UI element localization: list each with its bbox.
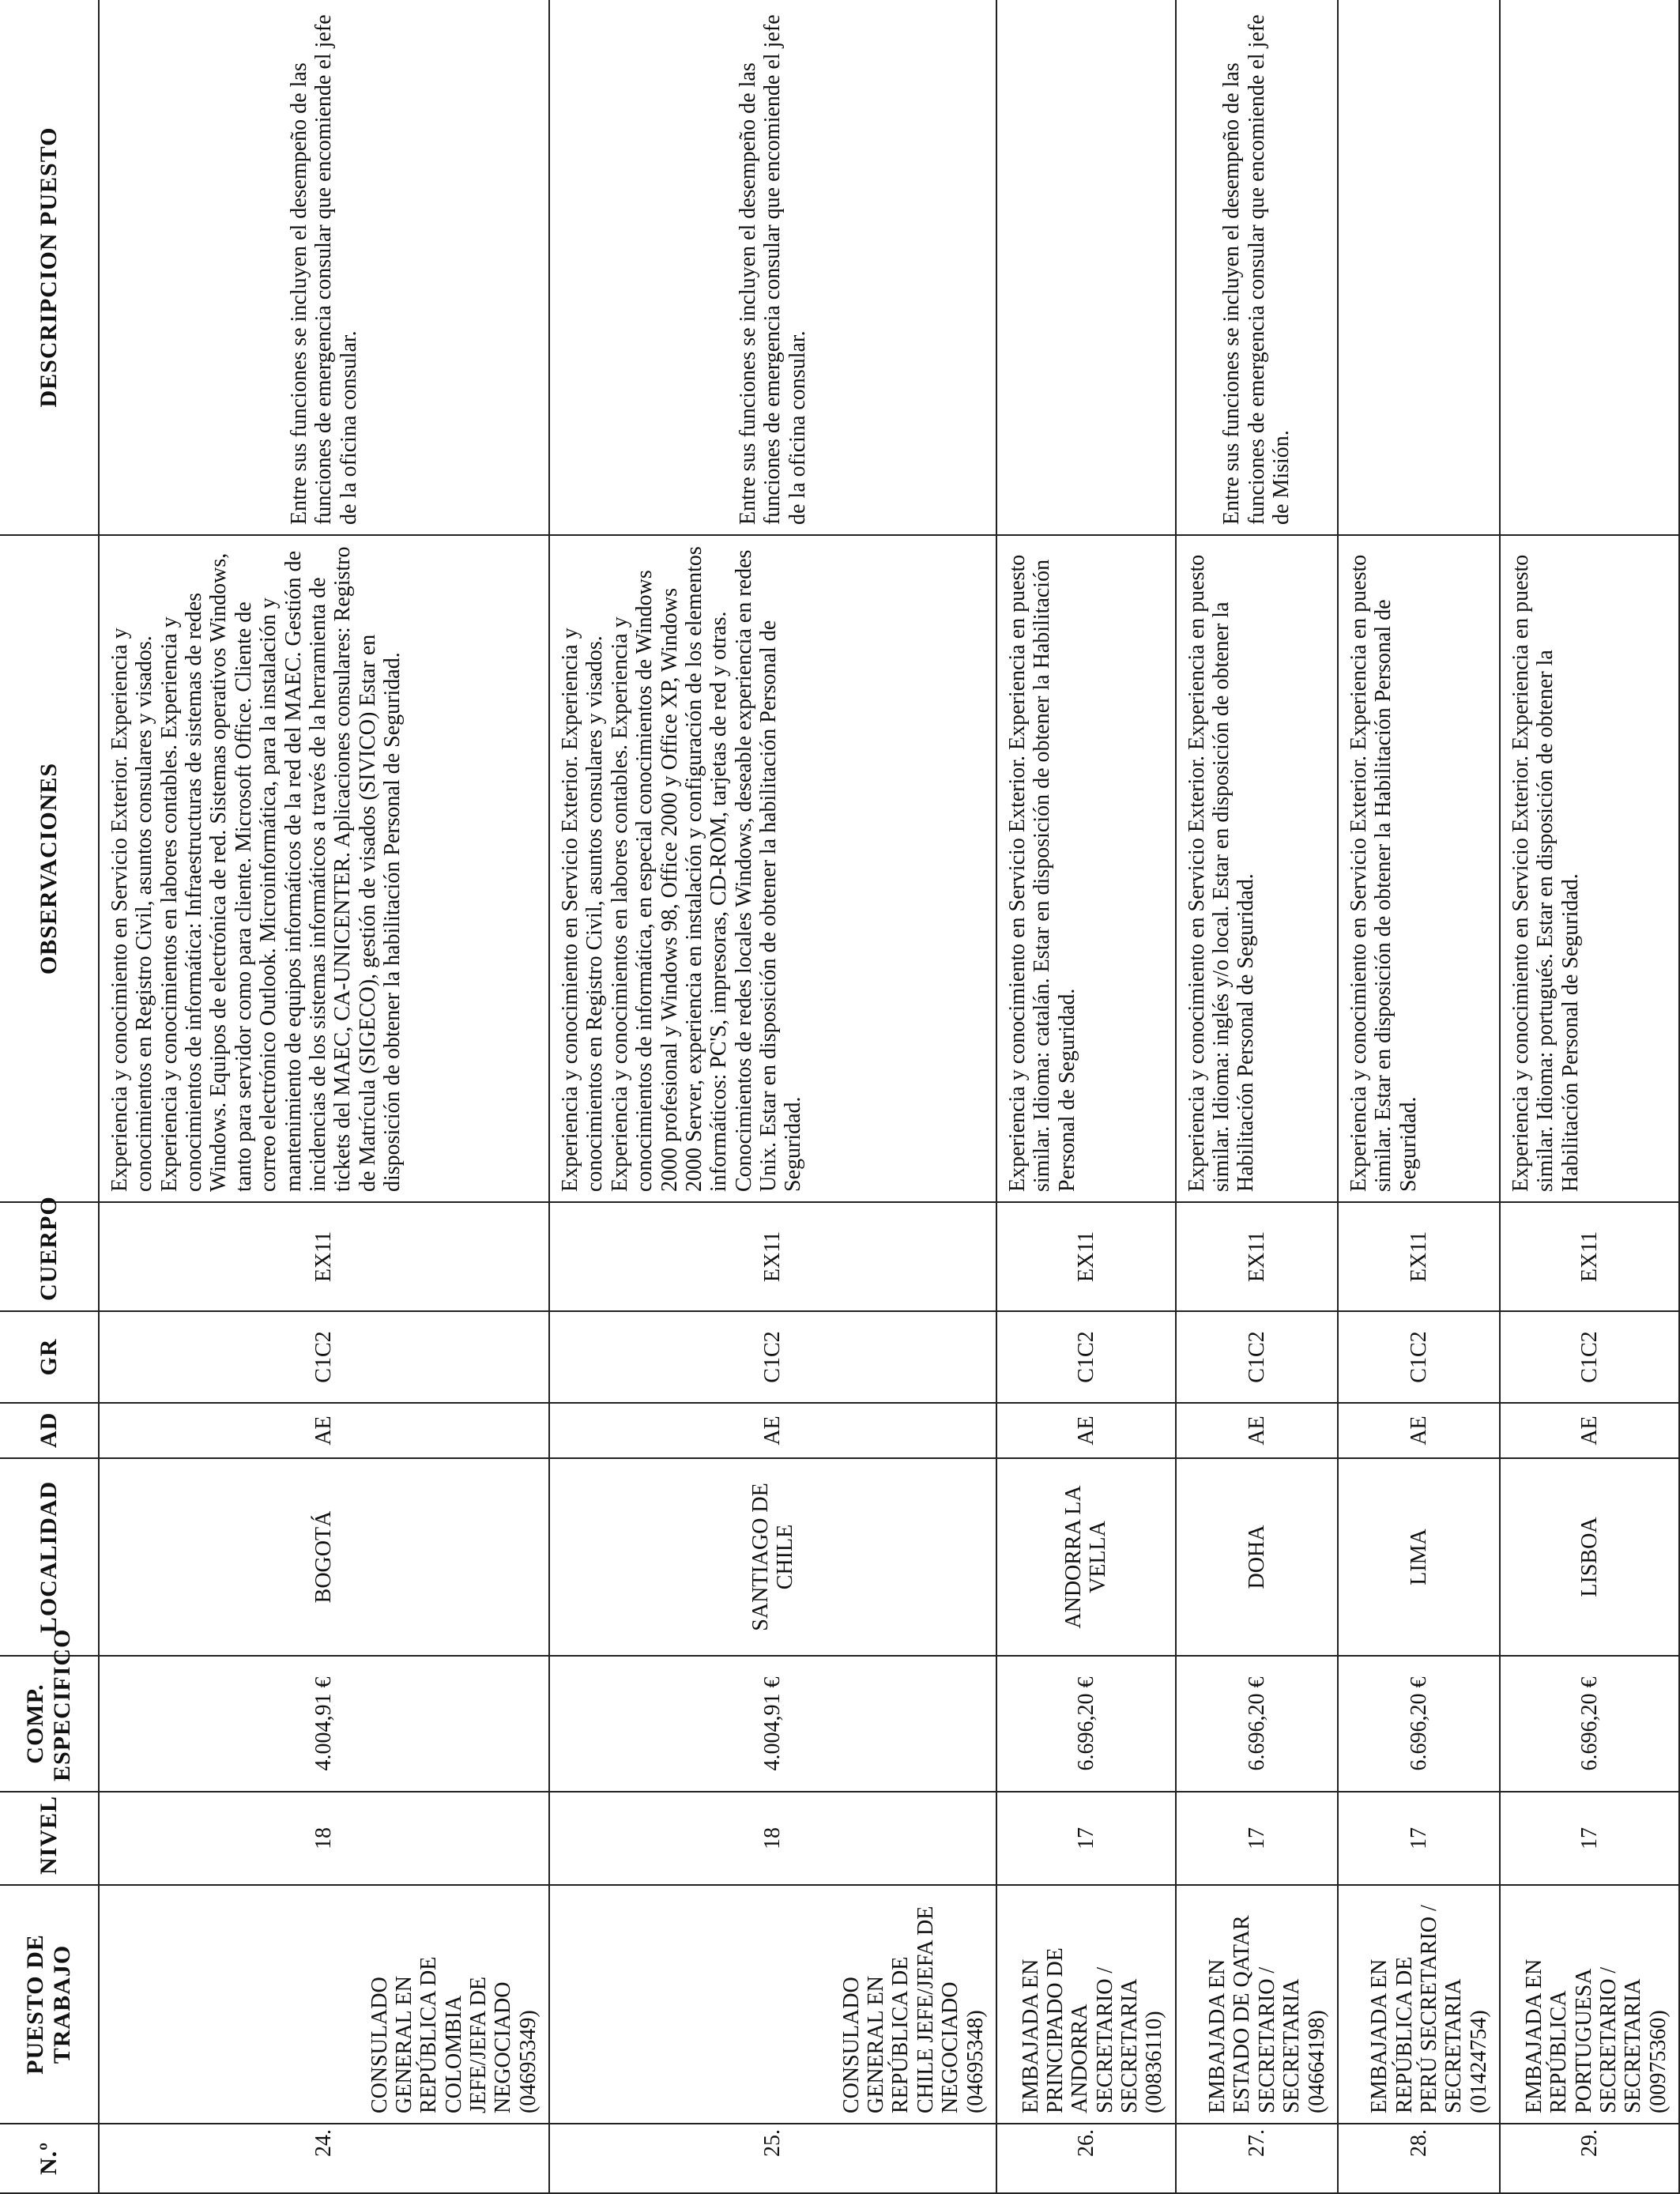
row-gr: C1C2 xyxy=(1500,1311,1679,1403)
row-cuerpo: EX11 xyxy=(549,1202,996,1311)
row-comp-especifico: 4.004,91 € xyxy=(99,1656,549,1792)
row-puesto: CONSULADO GENERAL EN REPÚBLICA DE CHILE JEFE/JEFA DE NEGOCIADO (04695348) xyxy=(549,1885,996,2124)
row-gr: C1C2 xyxy=(99,1311,549,1403)
row-ad: AE xyxy=(996,1403,1176,1458)
row-localidad: ANDORRA LA VELLA xyxy=(996,1458,1176,1656)
header-observaciones: OBSERVACIONES xyxy=(0,535,99,1202)
row-observaciones: Experiencia y conocimiento en Servicio Exterior. Experiencia en puesto similar. Idioma: inglés y/o local. Estar en disposición de obtener la Habilitación Personal de Seguridad. xyxy=(1176,535,1338,1202)
header-comp-especifico: COMP. ESPECIFICO xyxy=(0,1656,99,1792)
row-observaciones: Experiencia y conocimiento en Servicio Exterior. Experiencia en puesto similar. Idioma: portugués. Estar en disposición de obtener la Habilitación Personal de Seguridad. xyxy=(1500,535,1679,1202)
header-row xyxy=(0,0,99,2193)
row-gr: C1C2 xyxy=(1176,1311,1338,1403)
row-gr: C1C2 xyxy=(549,1311,996,1403)
table-body xyxy=(99,0,1679,2193)
row-puesto: EMBAJADA EN ESTADO DE QATAR SECRETARIO / SECRETARIA (04664198) xyxy=(1176,1885,1338,2124)
row-ad: AE xyxy=(549,1403,996,1458)
row-nivel: 18 xyxy=(549,1792,996,1885)
row-number: 25. xyxy=(549,2124,996,2193)
row-localidad: DOHA xyxy=(1176,1458,1338,1656)
row-descripcion: Entre sus funciones se incluyen el desempeño de las funciones de emergencia consular que encomiende el jefe de la oficina consular. xyxy=(99,0,549,535)
row-observaciones: Experiencia y conocimiento en Servicio Exterior. Experiencia en puesto similar. Estar en disposición de obtener la Habilitación Personal de Seguridad. xyxy=(1338,535,1500,1202)
row-ad: AE xyxy=(99,1403,549,1458)
row-descripcion xyxy=(1500,0,1679,535)
row-descripcion: Entre sus funciones se incluyen el desempeño de las funciones de emergencia consular que encomiende el jefe de la oficina consular. xyxy=(549,0,996,535)
row-descripcion: Entre sus funciones se incluyen el desempeño de las funciones de emergencia consular que encomiende el jefe de Misión. xyxy=(1176,0,1338,535)
row-puesto: EMBAJADA EN REPÚBLICA PORTUGUESA SECRETARIO / SECRETARIA (00975360) xyxy=(1500,1885,1679,2124)
row-comp-especifico: 6.696,20 € xyxy=(1176,1656,1338,1792)
row-localidad: LISBOA xyxy=(1500,1458,1679,1656)
table-row xyxy=(549,0,996,2193)
header-cuerpo: CUERPO xyxy=(0,1202,99,1311)
row-cuerpo: EX11 xyxy=(1338,1202,1500,1311)
row-localidad: BOGOTÁ xyxy=(99,1458,549,1656)
row-puesto: CONSULADO GENERAL EN REPÚBLICA DE COLOMBIA JEFE/JEFA DE NEGOCIADO (04695349) xyxy=(99,1885,549,2124)
row-nivel: 17 xyxy=(1338,1792,1500,1885)
header-n: N.º xyxy=(0,2124,99,2193)
table-row xyxy=(1338,0,1500,2193)
row-number: 24. xyxy=(99,2124,549,2193)
header-gr: GR xyxy=(0,1311,99,1403)
row-comp-especifico: 6.696,20 € xyxy=(1500,1656,1679,1792)
header-descripcion: DESCRIPCION PUESTO xyxy=(0,0,99,535)
row-comp-especifico: 4.004,91 € xyxy=(549,1656,996,1792)
row-descripcion xyxy=(1338,0,1500,535)
row-localidad: LIMA xyxy=(1338,1458,1500,1656)
row-number: 27. xyxy=(1176,2124,1338,2193)
row-cuerpo: EX11 xyxy=(99,1202,549,1311)
row-observaciones: Experiencia y conocimiento en Servicio Exterior. Experiencia y conocimientos en Registro Civil, asuntos consulares y visados. Experiencia y conocimientos en labores contables. Experiencia y conocimientos de informática: Infraestructuras de sistemas de redes Windows. Equipos de electrónica de red. Sistemas operativos Windows, tanto para servidor como para cliente. Microsoft Office. Cliente de correo electrónico Outlook. Microinformática, para la instalación y mantenimiento de equipos informáticos de la red del MAEC. Gestión de incidencias de los sistemas informáticos a través de la herramienta de tickets del MAEC, CA-UNICENTER. Aplicaciones consulares: Registro de Matrícula (SIGECO), gestión de visados (SIVICO) Estar en disposición de obtener la habilitación Personal de Seguridad. xyxy=(99,535,549,1202)
row-number: 29. xyxy=(1500,2124,1679,2193)
row-nivel: 17 xyxy=(1500,1792,1679,1885)
row-number: 26. xyxy=(996,2124,1176,2193)
row-localidad: SANTIAGO DE CHILE xyxy=(549,1458,996,1656)
row-nivel: 18 xyxy=(99,1792,549,1885)
row-cuerpo: EX11 xyxy=(996,1202,1176,1311)
row-nivel: 17 xyxy=(1176,1792,1338,1885)
header-localidad: LOCALIDAD xyxy=(0,1458,99,1656)
table-row xyxy=(99,0,549,2193)
header-ad: AD xyxy=(0,1403,99,1458)
row-observaciones: Experiencia y conocimiento en Servicio Exterior. Experiencia y conocimientos en Registro Civil, asuntos consulares y visados. Experiencia y conocimientos en labores contables. Experiencia y conocimientos de informática, en especial conocimientos de Windows 2000 profesional y Windows 98, Office 2000 y Office XP, Windows 2000 Server, experiencia en instalación y configuración de los elementos informáticos: PC'S, impresoras, CD-ROM, tarjetas de red y otras. Conocimientos de redes locales Windows, deseable experiencia en redes Unix. Estar en disposición de obtener la habilitación Personal de Seguridad. xyxy=(549,535,996,1202)
row-puesto: EMBAJADA EN PRINCIPADO DE ANDORRA SECRETARIO / SECRETARIA (00836110) xyxy=(996,1885,1176,2124)
row-ad: AE xyxy=(1176,1403,1338,1458)
row-descripcion xyxy=(996,0,1176,535)
header-puesto: PUESTO DE TRABAJO xyxy=(0,1885,99,2124)
row-comp-especifico: 6.696,20 € xyxy=(1338,1656,1500,1792)
row-ad: AE xyxy=(1500,1403,1679,1458)
table-row xyxy=(1176,0,1338,2193)
row-gr: C1C2 xyxy=(1338,1311,1500,1403)
row-nivel: 17 xyxy=(996,1792,1176,1885)
row-cuerpo: EX11 xyxy=(1176,1202,1338,1311)
row-comp-especifico: 6.696,20 € xyxy=(996,1656,1176,1792)
table-header xyxy=(0,0,99,2193)
row-gr: C1C2 xyxy=(996,1311,1176,1403)
row-ad: AE xyxy=(1338,1403,1500,1458)
row-number: 28. xyxy=(1338,2124,1500,2193)
table-row xyxy=(996,0,1176,2193)
row-observaciones: Experiencia y conocimiento en Servicio Exterior. Experiencia en puesto similar. Idioma: catalán. Estar en disposición de obtener la Habilitación Personal de Seguridad. xyxy=(996,535,1176,1202)
row-cuerpo: EX11 xyxy=(1500,1202,1679,1311)
row-puesto: EMBAJADA EN REPÚBLICA DE PERÚ SECRETARIO / SECRETARIA (01424754) xyxy=(1338,1885,1500,2124)
table-row xyxy=(1500,0,1679,2193)
header-nivel: NIVEL xyxy=(0,1792,99,1885)
